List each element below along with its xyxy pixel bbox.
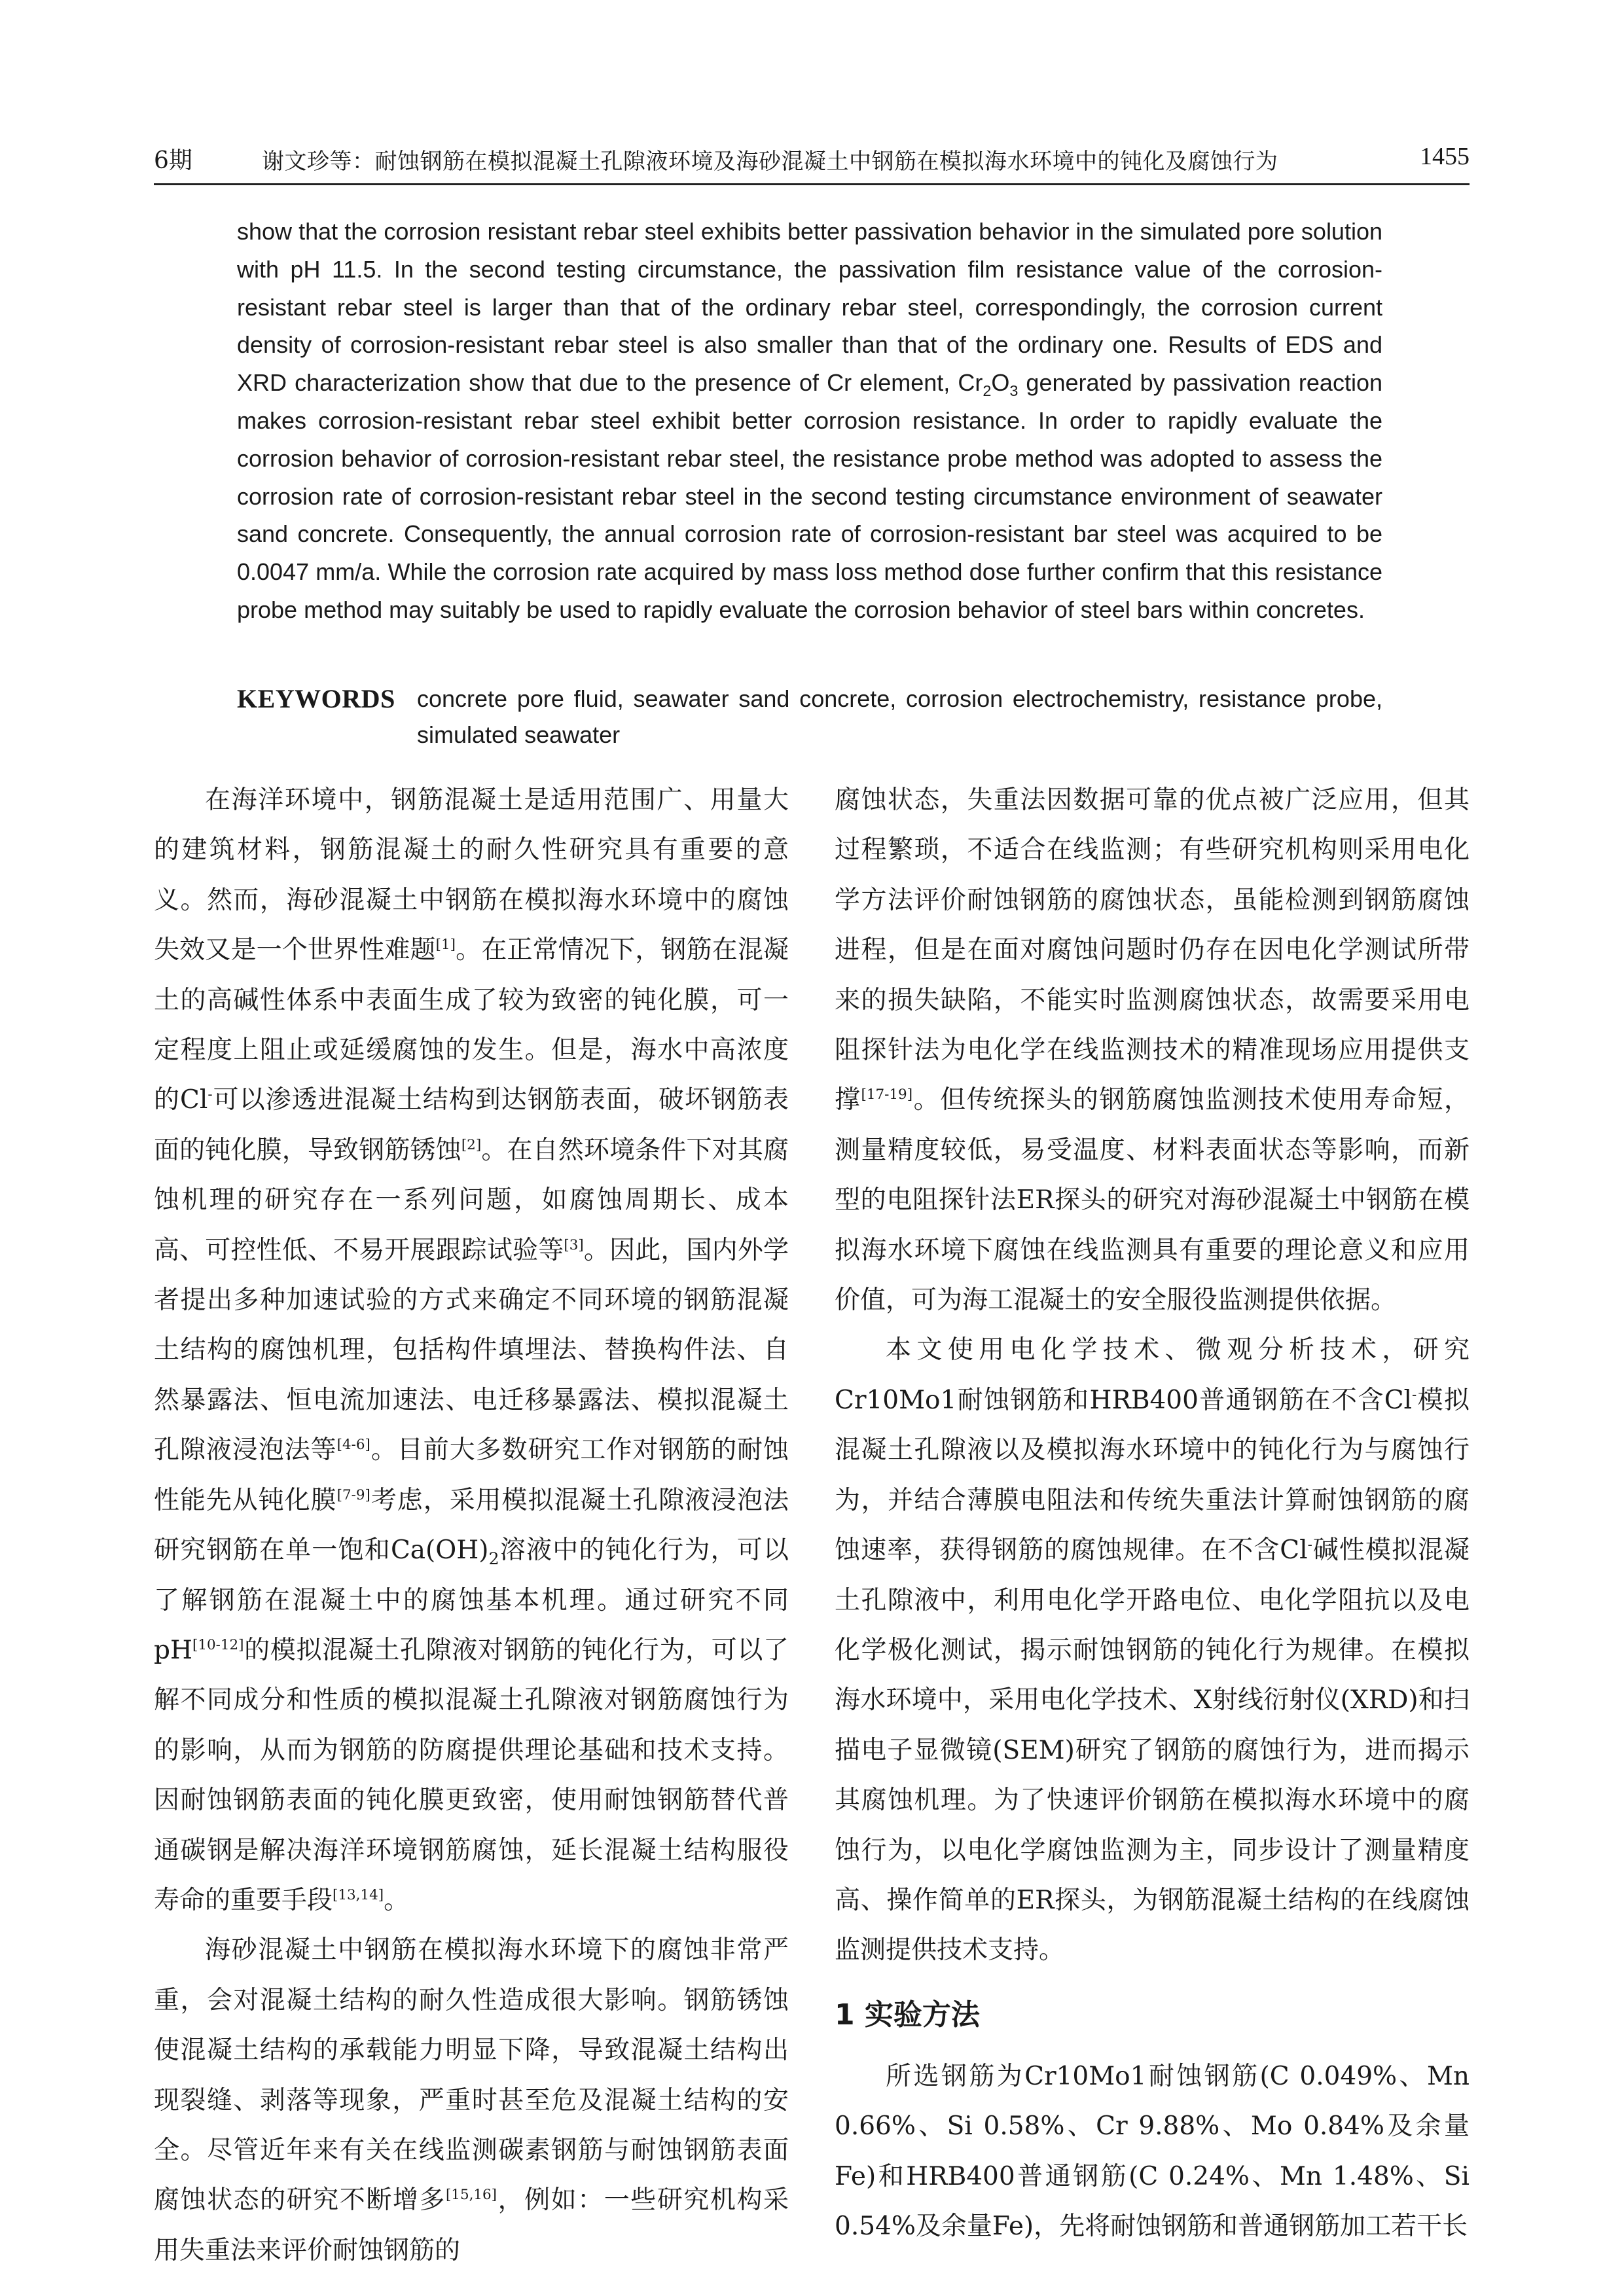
running-header [154,134,1470,180]
abstract-paragraph: show that the corrosion resistant rebar steel exhibits better passivation behavior in the simulated pore solution with pH 11.5. In the second testing circumstance, the passivation film resistance value of the corrosion-resistant rebar steel is larger than that of the ordinary rebar steel, correspondingly, the corrosion current density of corrosion-resistant rebar steel is also smaller than that of the ordinary one. Results of EDS and XRD characterization show that due to the presence of Cr element, $Cr_2O_3$ generated by passivation reaction makes corrosion-resistant rebar steel exhibit better corrosion resistance. In order to rapidly evaluate the corrosion behavior of corrosion-resistant rebar steel, the resistance probe method was adopted to assess the corrosion rate of corrosion-resistant rebar steel in the second testing circumstance environment of seawater sand concrete. Consequently, the annual corrosion rate of corrosion-resistant bar steel was acquired to be 0.0047 mm/a. While the corrosion rate acquired by mass loss method dose further confirm that this resistance probe method may suitably be used to rapidly evaluate the corrosion behavior of steel bars within concretes. [237,218,1382,623]
header-rule [154,183,1470,185]
body-paragraph: 腐蚀状态，失重法因数据可靠的优点被广泛应用，但其过程繁琐，不适合在线监测；有些研究机构则采用电化学方法评价耐蚀钢筋的腐蚀状态，虽能检测到钢筋腐蚀进程，但是在面对腐蚀问题时仍存在因电化学测试所带来的损失缺陷，不能实时监测腐蚀状态，故需要采用电阻探针法为电化学在线监测技术的精准现场应用提供支撑[17-19]。但传统探头的钢筋腐蚀监测技术使用寿命短，测量精度较低，易受温度、材料表面状态等影响，而新型的电阻探针法ER探头的研究对海砂混凝土中钢筋在模拟海水环境下腐蚀在线监测具有重要的理论意义和应用价值，可为海工混凝土的安全服役监测提供依据。 [835,785,1470,1316]
right-column [835,776,1470,2251]
body-paragraph: 本文使用电化学技术、微观分析技术，研究Cr10Mo1耐蚀钢筋和HRB400普通钢筋在不含Cl-模拟混凝土孔隙液以及模拟海水环境中的钝化行为与腐蚀行为，并结合薄膜电阻法和传统失重法计算耐蚀钢筋的腐蚀速率，获得钢筋的腐蚀规律。在不含Cl-碱性模拟混凝土孔隙液中，利用电化学开路电位、电化学阻抗以及电化学极化测试，揭示耐蚀钢筋的钝化行为规律。在模拟海水环境中，采用电化学技术、X射线衍射仪(XRD)和扫描电子显微镜(SEM)研究了钢筋的腐蚀行为，进而揭示其腐蚀机理。为了快速评价钢筋在模拟海水环境中的腐蚀行为，以电化学腐蚀监测为主，同步设计了测量精度高、操作简单的ER探头，为钢筋混凝土结构的在线腐蚀监测提供技术支持。 [835,1335,1470,1965]
issue-number: 6期 [154,147,192,174]
section-heading: 1 实验方法 [835,1998,980,2032]
running-title: 谢文珍等：耐蚀钢筋在模拟混凝土孔隙液环境及海砂混凝土中钢筋在模拟海水环境中的钝化及腐蚀行为 [262,149,1278,175]
page-number: 1455 [1420,143,1470,170]
english-abstract [237,213,1382,629]
keywords-label: KEYWORDS [237,684,395,713]
body-paragraph: 海砂混凝土中钢筋在模拟海水环境下的腐蚀非常严重，会对混凝土结构的耐久性造成很大影响。钢筋锈蚀使混凝土结构的承载能力明显下降，导致混凝土结构出现裂缝、剥落等现象，严重时甚至危及混凝土结构的安全。尽管近年来有关在线监测碳素钢筋与耐蚀钢筋表面腐蚀状态的研究不断增多[15,16]，例如：一些研究机构采用失重法来评价耐蚀钢筋的 [154,1935,789,2265]
body-paragraph: 在海洋环境中，钢筋混凝土是适用范围广、用量大的建筑材料，钢筋混凝土的耐久性研究具有重要的意义。然而，海砂混凝土中钢筋在模拟海水环境中的腐蚀失效又是一个世界性难题[1]。在正常情况下，钢筋在混凝土的高碱性体系中表面生成了较为致密的钝化膜，可一定程度上阻止或延缓腐蚀的发生。但是，海水中高浓度的Cl-可以渗透进混凝土结构到达钢筋表面，破坏钢筋表面的钝化膜，导致钢筋锈蚀[2]。在自然环境条件下对其腐蚀机理的研究存在一系列问题，如腐蚀周期长、成本高、可控性低、不易开展跟踪试验等[3]。因此，国内外学者提出多种加速试验的方式来确定不同环境的钢筋混凝土结构的腐蚀机理，包括构件填埋法、替换构件法、自然暴露法、恒电流加速法、电迁移暴露法、模拟混凝土孔隙液浸泡法等[4-6]。目前大多数研究工作对钢筋的耐蚀性能先从钝化膜[7-9]考虑，采用模拟混凝土孔隙液浸泡法研究钢筋在单一饱和$Ca(OH)_2$溶液中的钝化行为，可以了解钢筋在混凝土中的腐蚀基本机理。通过研究不同pH[10-12]的模拟混凝土孔隙液对钢筋的钝化行为，可以了解不同成分和性质的模拟混凝土孔隙液对钢筋腐蚀行为的影响，从而为钢筋的防腐提供理论基础和技术支持。因耐蚀钢筋表面的钝化膜更致密，使用耐蚀钢筋替代普通碳钢是解决海洋环境钢筋腐蚀，延长混凝土结构服役寿命的重要手段[13,14]。 [154,785,789,1915]
body-paragraph: 所选钢筋为Cr10Mo1耐蚀钢筋(C 0.049%、Mn 0.66%、Si 0.58%、Cr 9.88%、Mo 0.84%及余量Fe)和HRB400普通钢筋(C 0.24%、Mn 1.48%、Si 0.54%及余量Fe)，先将耐蚀钢筋和普通钢筋加工若干长 [835,2061,1470,2241]
keywords-block [237,681,1382,753]
left-column [154,776,789,2276]
keywords-text: concrete pore fluid, seawater sand concrete, corrosion electrochemistry, resistance probe, simulated seawater [417,685,1382,748]
